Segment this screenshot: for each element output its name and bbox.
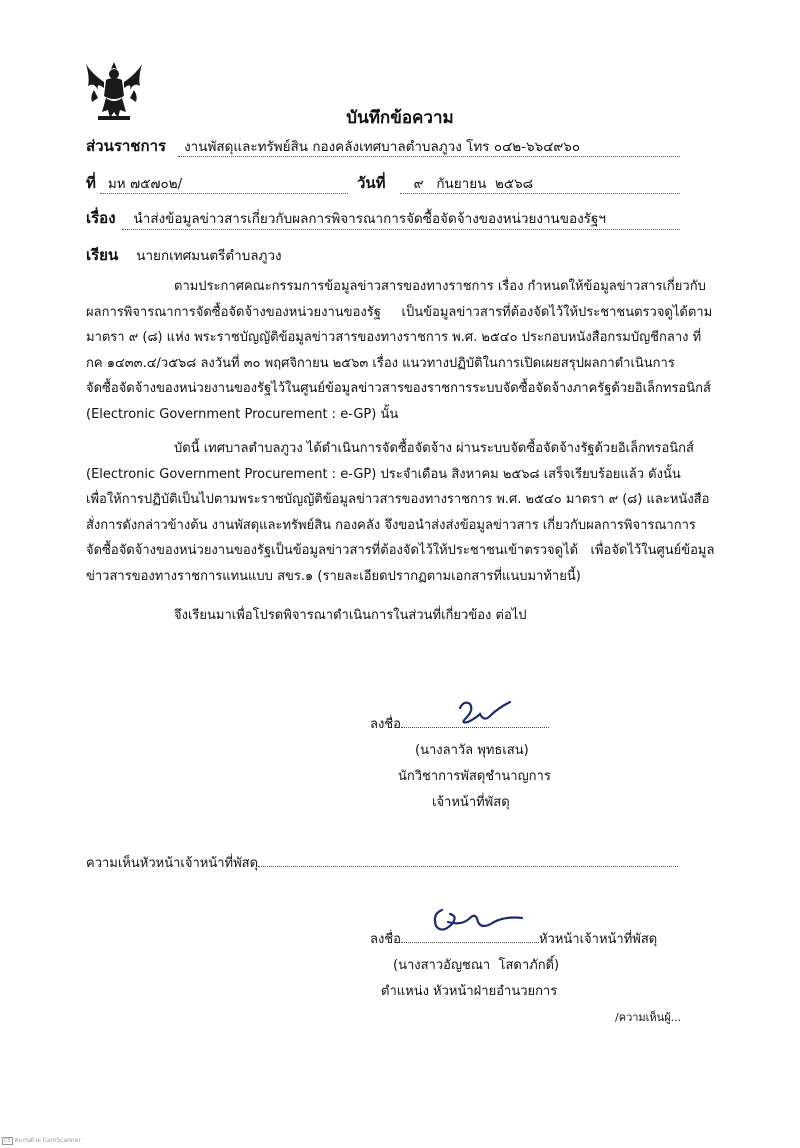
opinion-dots: [258, 866, 678, 867]
paragraph-1-line: กค ๑๔๓๓.๔/ว๕๖๘ ลงวันที่ ๓๐ พฤศจิกายน ๒๕๖๓ เรื่อง แนวทางปฏิบัติในการเปิดเผยสรุปผลกาดำเนินการ: [86, 355, 675, 371]
paragraph-1-line: จัดซื้อจัดจ้างของหน่วยงานของรัฐไว้ในศูนย์ข้อมูลข่าวสารของราชการระบบจัดซื้อจัดจ้างภาครัฐด้วยอิเล็กทรอนิกส์: [86, 381, 711, 396]
reference-value: มห ๗๕๗๐๒/: [107, 176, 183, 192]
reference-row: [86, 171, 182, 195]
reference-underline: [100, 193, 348, 194]
signature-2-label: ลงชื่อ: [370, 932, 401, 947]
paragraph-1-line: (Electronic Government Procurement : e-GP) นั้น: [86, 406, 399, 422]
addressee-value: นายกเทศมนตรีตำบลภูวง: [136, 248, 282, 264]
signature-1-name: (นางลาวัล พุทธเสน): [415, 743, 529, 758]
memo-title: บันทึกข้อความ: [346, 108, 454, 128]
date-label: วันที่: [357, 174, 386, 192]
signature-1-position: นักวิชาการพัสดุชำนาญการ: [398, 769, 551, 784]
signature-2-position: ตำแหน่ง หัวหน้าฝ่ายอำนวยการ: [381, 984, 558, 999]
signature-2-role: หัวหน้าเจ้าหน้าที่พัสดุ: [538, 932, 658, 947]
department-underline: [178, 156, 680, 157]
signature-2-name: (นางสาวอัญชณา โสดาภักดิ์): [393, 958, 560, 973]
date-underline: [400, 193, 680, 194]
paragraph-2-line: (Electronic Government Procurement : e-GP) ประจำเดือน สิงหาคม ๒๕๖๘ เสร็จเรียบร้อยแล้ว ดังนั้น: [86, 466, 681, 482]
paragraph-2-line: สั่งการดังกล่าวข้างต้น งานพัสดุและทรัพย์สิน กองคลัง จึงขอนำส่งส่งข้อมูลข่าวสาร เกี่ยวกับผลการพิจารณาการ: [86, 517, 696, 533]
subject-label: เรื่อง: [86, 209, 116, 227]
opinion-row: [86, 852, 678, 873]
paragraph-2-line: ข่าวสารของทางราชการแทนแบบ สขร.๑ (รายละเอียดปรากฏตามเอกสารที่แนบมาท้ายนี้): [86, 568, 581, 584]
addressee-label: เรียน: [86, 246, 119, 264]
department-value: งานพัสดุและทรัพย์สิน กองคลังเทศบาลตำบลภูวง โทร ๐๔๒-๖๖๔๙๖๐: [184, 139, 581, 155]
signature-1-label: ลงชื่อ: [370, 717, 401, 732]
paragraph-2-line: เพื่อให้การปฏิบัติเป็นไปตามพระราชบัญญัติข้อมูลข่าวสารของทางราชการ พ.ศ. ๒๕๔๐ มาตรา ๙ (๘) และหนังสือ: [86, 492, 710, 507]
paragraph-1: [86, 274, 713, 427]
date-row: [357, 171, 533, 195]
paragraph-1-line: ผลการพิจารณาการจัดซื้อจัดจ้างของหน่วยงานของรัฐ เป็นข้อมูลข่าวสารที่ต้องจัดไว้ให้ประชาชนตรวจดูได้ตาม: [86, 304, 713, 320]
signature-2-handwriting-icon: [428, 900, 528, 944]
paragraph-1-line: ตามประกาศคณะกรรมการข้อมูลข่าวสารของทางราชการ เรื่อง กำหนดให้ข้อมูลข่าวสารเกี่ยวกับ: [174, 279, 706, 294]
closing-line: จึงเรียนมาเพื่อโปรดพิจารณาดำเนินการในส่วนที่เกี่ยวข้อง ต่อไป: [174, 608, 527, 623]
date-value: ๙ กันยายน ๒๕๖๘: [413, 176, 534, 192]
scanner-watermark: [2, 1135, 81, 1145]
paragraph-1-line: มาตรา ๙ (๘) แห่ง พระราชบัญญัติข้อมูลข่าวสารของทางราชการ พ.ศ. ๒๕๔๐ ประกอบหนังสือกรมบัญชีกลาง ที่: [86, 330, 702, 345]
garuda-emblem-icon: [84, 60, 144, 122]
scanner-text: สแกนด้วย CamScanner: [14, 1137, 81, 1144]
continuation-note: /ความเห็นผู้...: [615, 1011, 682, 1024]
opinion-label: ความเห็นหัวหน้าเจ้าหน้าที่พัสดุ: [86, 856, 259, 871]
paragraph-2-line: จัดซื้อจัดจ้างของหน่วยงานของรัฐเป็นข้อมูลข่าวสารที่ต้องจัดไว้ให้ประชาชนเข้าตรวจดูได้ เพื่อจัดไว้ในศูนย์ข้อมูล: [86, 543, 715, 558]
camscanner-logo-icon: CS: [4, 1138, 11, 1144]
paragraph-2: [86, 436, 715, 589]
paragraph-2-line: บัดนี้ เทศบาลตำบลภูวง ได้ดำเนินการจัดซื้อจัดจ้าง ผ่านระบบจัดซื้อจัดจ้างรัฐด้วยอิเล็กทรอนิกส์: [174, 441, 694, 456]
addressee-row: [86, 243, 282, 267]
department-row: [86, 134, 580, 158]
reference-label: ที่: [86, 174, 96, 192]
subject-row: [86, 206, 606, 230]
signature-1-handwriting-icon: [454, 696, 514, 730]
signature-1-role: เจ้าหน้าที่พัสดุ: [432, 795, 510, 810]
subject-underline: [122, 229, 680, 230]
department-label: ส่วนราชการ: [86, 137, 167, 155]
subject-value: นำส่งข้อมูลข่าวสารเกี่ยวกับผลการพิจารณาการจัดซื้อจัดจ้างของหน่วยงานของรัฐฯ: [133, 211, 606, 227]
